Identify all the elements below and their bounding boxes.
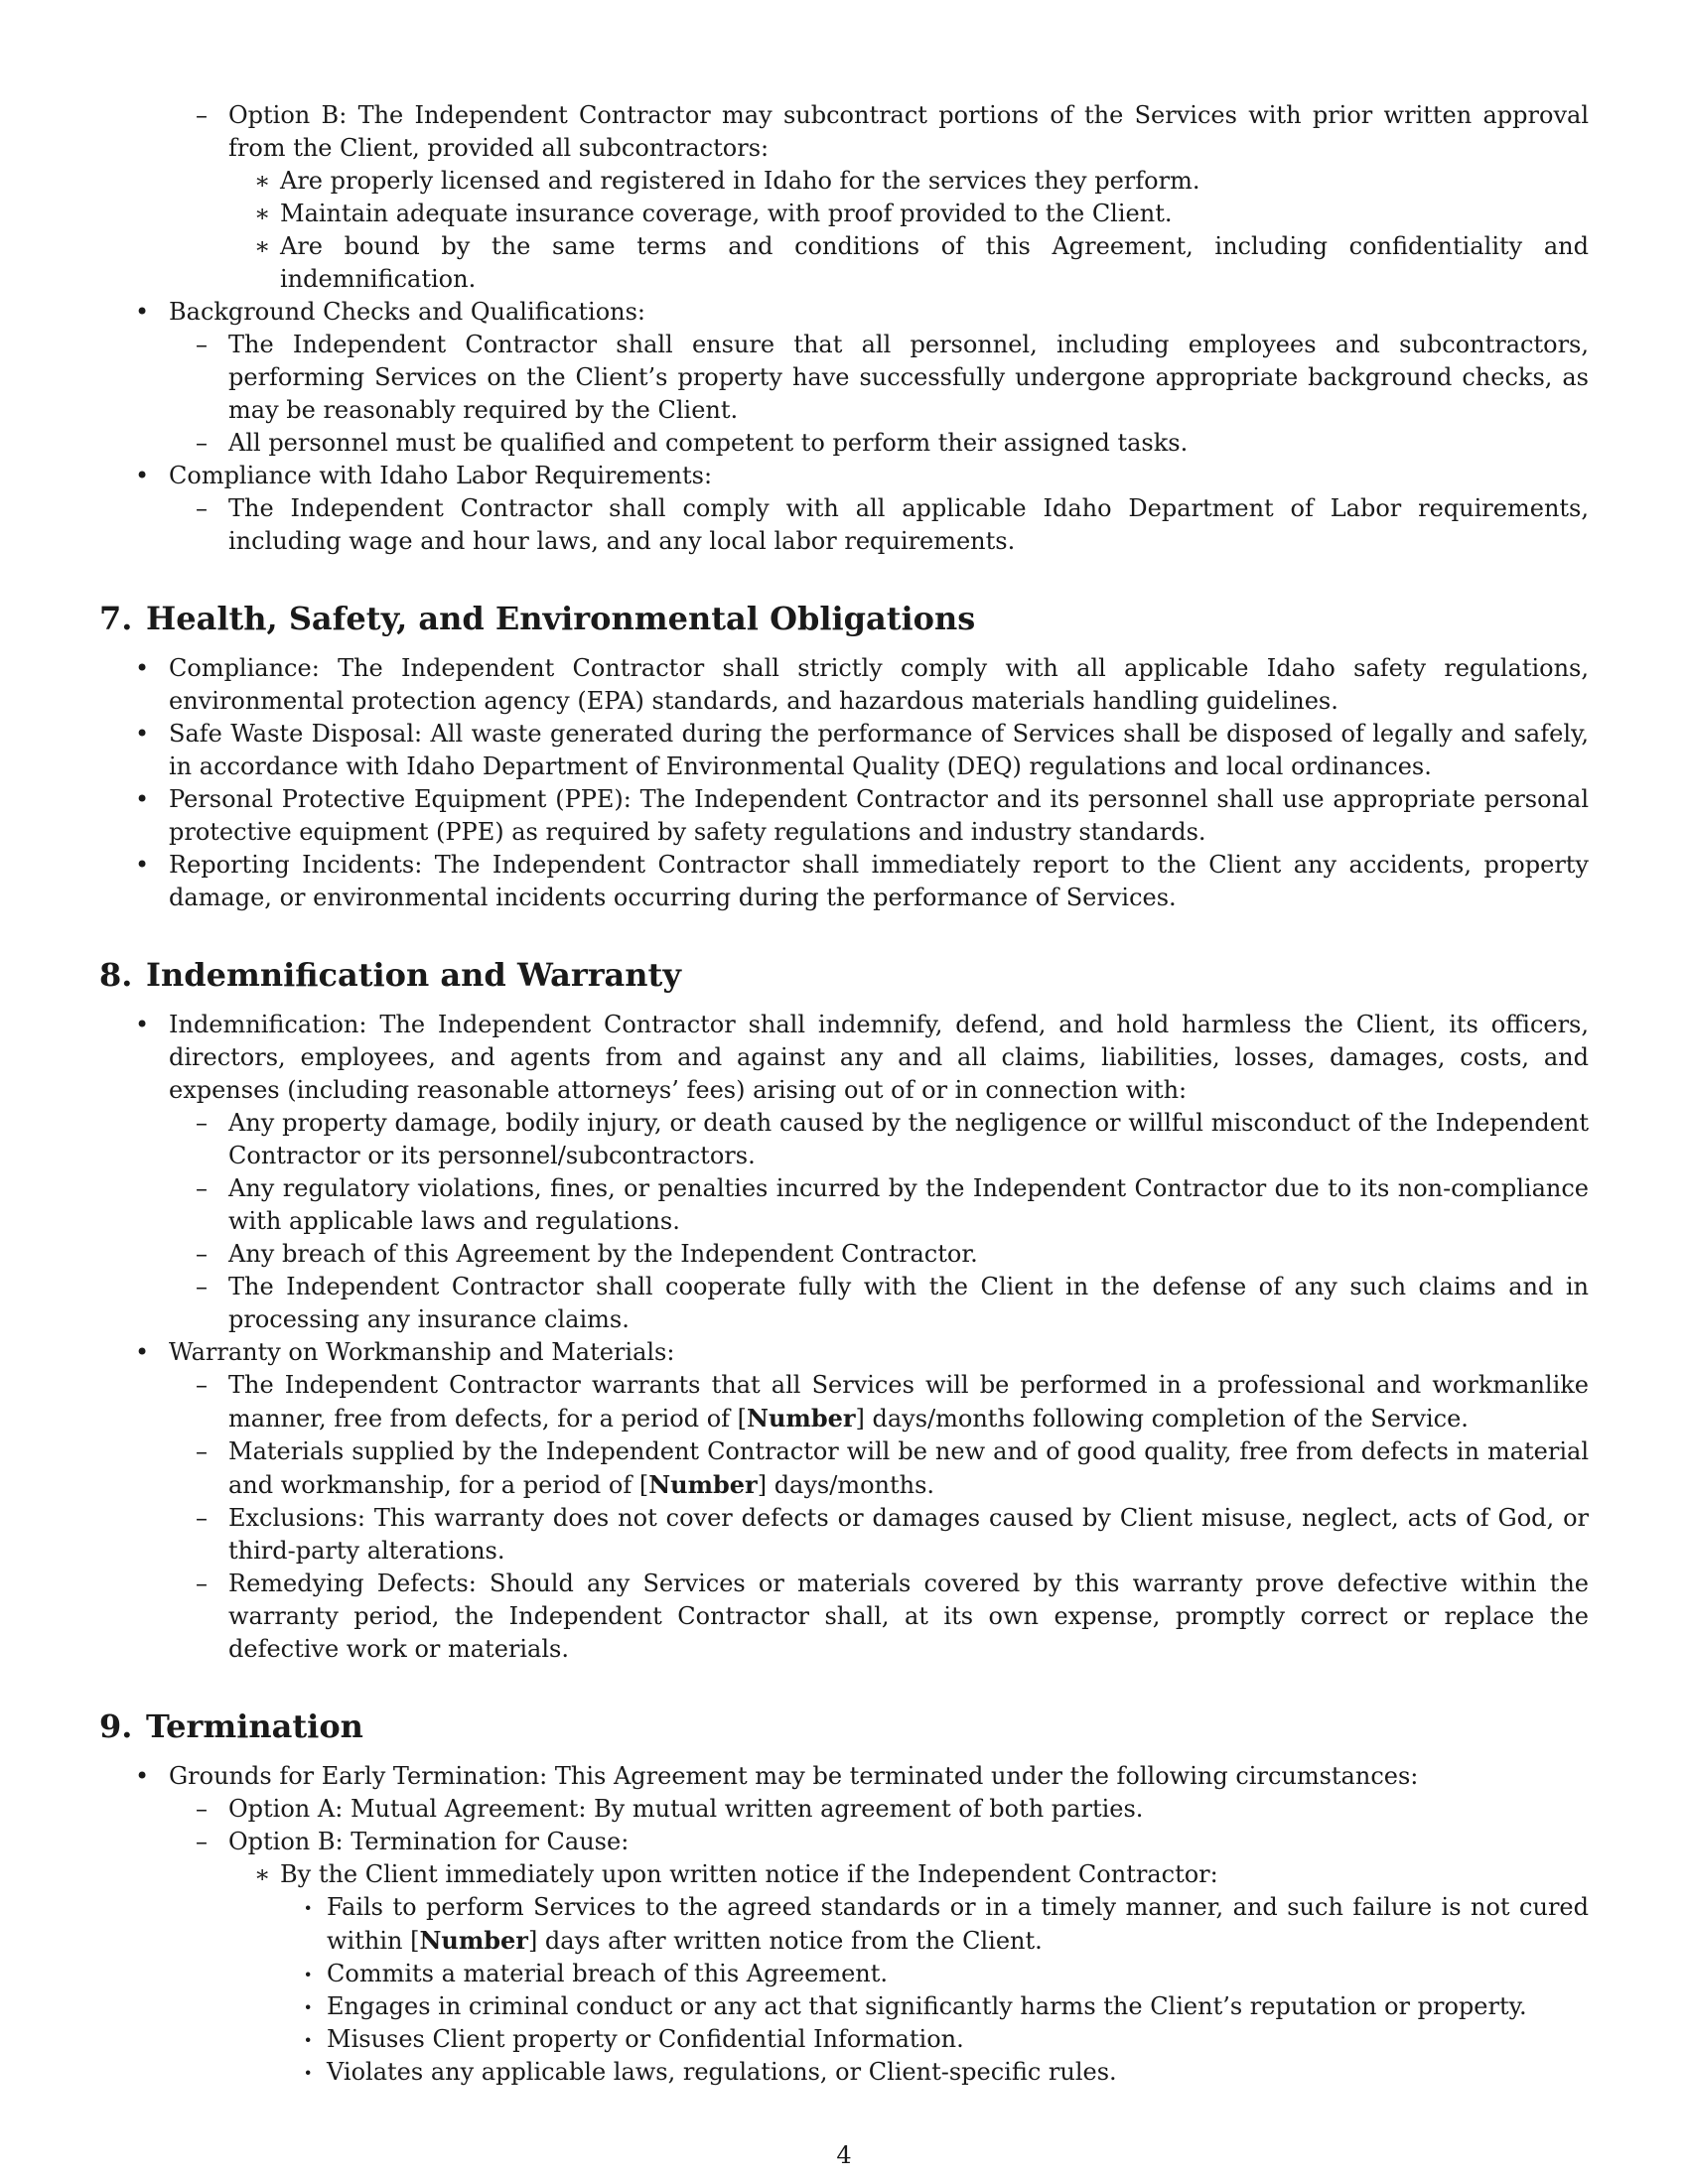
subcontractor-requirements-list — [99, 296, 1589, 558]
list-item: • Personal Protective Equipment (PPE): The Independent Contractor and its personnel shall use appropriate personal protective equipment (PPE) as required by safety regulations and industry standards. — [99, 783, 1589, 849]
list-item: · Violates any applicable laws, regulations, or Client-specific rules. — [280, 2056, 1589, 2089]
list-item: • Compliance: The Independent Contractor shall strictly comply with all applicable Idaho safety regulations, environmental protection agency (EPA) standards, and hazardous materials handling guidelines. — [99, 652, 1589, 718]
list-item: – The Independent Contractor shall cooperate fully with the Client in the defense of any such claims and in processing any insurance claims. — [169, 1271, 1589, 1336]
section-heading-8: 8. Indemnification and Warranty — [99, 956, 681, 994]
list-item: – Option B: The Independent Contractor may subcontract portions of the Services with prior written approval from the Client, provided all subcontractors: ∗ Are properly licensed and registered in Idaho for the services they perform. ∗ Maintain adequate insurance coverage, with proof provided to the Client. ∗ Are bound by the same terms and conditions of this Agreement, including confidentiality and indemnification. — [169, 99, 1589, 296]
document-page — [99, 99, 1589, 2124]
list-item: – Any regulatory violations, fines, or penalties incurred by the Independent Contractor due to its non-compliance with applicable laws and regulations. — [169, 1172, 1589, 1238]
list-item: • Reporting Incidents: The Independent Contractor shall immediately report to the Client any accidents, property damage, or environmental incidents occurring during the performance of Services. — [99, 849, 1589, 914]
list-item: ∗ Are properly licensed and registered in Idaho for the services they perform. — [228, 165, 1589, 198]
list-item: · Engages in criminal conduct or any act that significantly harms the Client’s reputation or property. — [280, 1990, 1589, 2023]
list-item: • Compliance with Idaho Labor Requirements: – The Independent Contractor shall comply with all applicable Idaho Department of Labor requirements, including wage and hour laws, and any local labor requirements. — [99, 460, 1589, 558]
list-item: · Fails to perform Services to the agreed standards or in a timely manner, and such failure is not cured within [Number] days after written notice from the Client. — [280, 1891, 1589, 1958]
section-9-list — [99, 1760, 1589, 2089]
list-item: • Indemnification: The Independent Contractor shall indemnify, defend, and hold harmless the Client, its officers, directors, employees, and agents from and against any and all claims, liabilities, losses, damages, costs, and expenses (including reasonable attorneys’ fees) arising out of or in connection with: – Any property damage, bodily injury, or death caused by the negligence or willful misconduct of the Independent Contractor or its personnel/subcontractors. – Any regulatory violations, fines, or penalties incurred by the Independent Contractor due to its non-compliance with applicable laws and regulations. – Any breach of this Agreement by the Independent Contractor. – The Independent Contractor shall cooperate fully with the Client in the defense of any such claims and in processing any insurance claims. — [99, 1009, 1589, 1336]
list-item: – Exclusions: This warranty does not cover defects or damages caused by Client misuse, neglect, acts of God, or third-party alterations. — [169, 1502, 1589, 1568]
list-item: · Misuses Client property or Confidential Information. — [280, 2023, 1589, 2056]
list-item: • Warranty on Workmanship and Materials: – The Independent Contractor warrants that all Services will be performed in a professional and workmanlike manner, free from defects, for a period of [Number] days/months following completion of the Service. – Materials supplied by the Independent Contractor will be new and of good quality, free from defects in material and workmanship, for a period of [Number] days/months. – Exclusions: This warranty does not cover defects or damages caused by Client misuse, neglect, acts of God, or third-party alterations. – Remedying Defects: Should any Services or materials covered by this warranty prove defective within the warranty period, the Independent Contractor shall, at its own expense, promptly correct or replace the defective work or materials. — [99, 1336, 1589, 1666]
list-item: – Materials supplied by the Independent Contractor will be new and of good quality, free from defects in material and workmanship, for a period of [Number] days/months. — [169, 1435, 1589, 1502]
list-item: · Commits a material breach of this Agreement. — [280, 1958, 1589, 1990]
continued-list — [169, 99, 1589, 296]
list-item: – Any property damage, bodily injury, or death caused by the negligence or willful misconduct of the Independent Contractor or its personnel/subcontractors. — [169, 1107, 1589, 1172]
list-item: – Remedying Defects: Should any Services or materials covered by this warranty prove defective within the warranty period, the Independent Contractor shall, at its own expense, promptly correct or replace the defective work or materials. — [169, 1568, 1589, 1666]
list-item: – Option B: Termination for Cause: ∗ By the Client immediately upon written notice if the Independent Contractor: · Fails to perform Services to the agreed standards or in a timely manner, and such failure is not cured within [Number] days after written notice from the Client. · Commits a material breach of this Agreement. · Engages in criminal conduct or any act that significantly harms the Client’s reputation or property. · Misuses Client property or Confidential Information. · Violates any applicable laws, regulations, or Client-specific rules. — [169, 1826, 1589, 2089]
list-item: ∗ Maintain adequate insurance coverage, with proof provided to the Client. — [228, 198, 1589, 230]
page-number: 4 — [836, 2141, 852, 2169]
section-8-list — [99, 1009, 1589, 1666]
list-item: – All personnel must be qualified and competent to perform their assigned tasks. — [169, 427, 1589, 460]
list-item: – Any breach of this Agreement by the Independent Contractor. — [169, 1238, 1589, 1271]
list-item: – The Independent Contractor shall ensure that all personnel, including employees and subcontractors, performing Services on the Client’s property have successfully undergone appropriate background checks, as may be reasonably required by the Client. — [169, 329, 1589, 427]
list-item: ∗ By the Client immediately upon written notice if the Independent Contractor: · Fails to perform Services to the agreed standards or in a timely manner, and such failure is not cured within [Number] days after written notice from the Client. · Commits a material breach of this Agreement. · Engages in criminal conduct or any act that significantly harms the Client’s reputation or property. · Misuses Client property or Confidential Information. · Violates any applicable laws, regulations, or Client-specific rules. — [228, 1858, 1589, 2089]
section-heading-9: 9. Termination — [99, 1707, 363, 1745]
section-7-list — [99, 652, 1589, 914]
list-item: • Safe Waste Disposal: All waste generated during the performance of Services shall be disposed of legally and safely, in accordance with Idaho Department of Environmental Quality (DEQ) regulations and local ordinances. — [99, 718, 1589, 783]
list-item: – The Independent Contractor shall comply with all applicable Idaho Department of Labor requirements, including wage and hour laws, and any local labor requirements. — [169, 492, 1589, 558]
list-item: – The Independent Contractor warrants that all Services will be performed in a professional and workmanlike manner, free from defects, for a period of [Number] days/months following completion of the Service. — [169, 1369, 1589, 1435]
list-item: • Background Checks and Qualifications: – The Independent Contractor shall ensure that all personnel, including employees and subcontractors, performing Services on the Client’s property have successfully undergone appropriate background checks, as may be reasonably required by the Client. – All personnel must be qualified and competent to perform their assigned tasks. — [99, 296, 1589, 460]
section-heading-7: 7. Health, Safety, and Environmental Obligations — [99, 600, 976, 637]
list-item: • Grounds for Early Termination: This Agreement may be terminated under the following circumstances: – Option A: Mutual Agreement: By mutual written agreement of both parties. – Option B: Termination for Cause: ∗ By the Client immediately upon written notice if the Independent Contractor: · Fails to perform Services to the agreed standards or in a timely manner, and such failure is not cured within [Number] days after written notice from the Client. · Commits a material breach of this Agreement. · Engages in criminal conduct or any act that significantly harms the Client’s reputation or property. · Misuses Client property or Confidential Information. · Violates any applicable laws, regulations, or Client-specific rules. — [99, 1760, 1589, 2089]
list-item: ∗ Are bound by the same terms and conditions of this Agreement, including confidentiality and indemnification. — [228, 230, 1589, 296]
list-item: – Option A: Mutual Agreement: By mutual written agreement of both parties. — [169, 1793, 1589, 1826]
